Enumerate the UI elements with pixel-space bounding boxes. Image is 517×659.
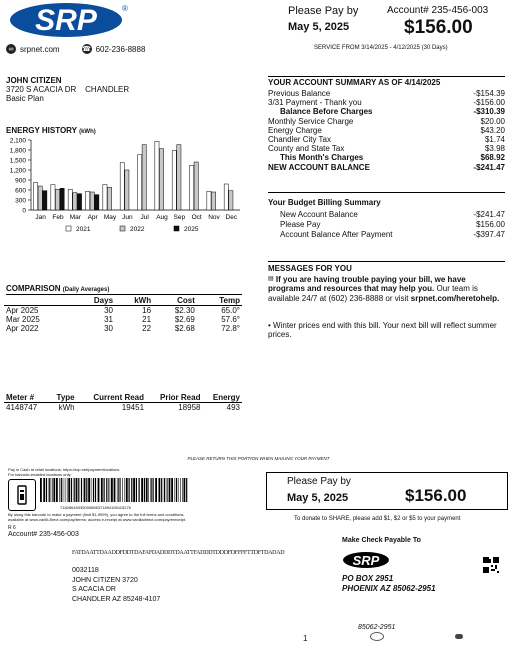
barcode-bar (153, 478, 154, 502)
qr-code-icon (483, 557, 499, 573)
meter-header-row (4, 393, 242, 403)
summary-line-value: -$154.39 (473, 89, 505, 98)
barcode-bar (98, 478, 100, 502)
budget-lines (268, 210, 505, 241)
barcode-bar (68, 478, 70, 502)
barcode-bar (159, 478, 161, 502)
comparison-rule (6, 294, 242, 295)
summary-lines (268, 89, 505, 172)
barcode-bar (118, 478, 119, 502)
meter-cell: 18958 (178, 403, 201, 412)
barcode-bar (122, 478, 123, 502)
message-1-bold: If you are having trouble paying your bill, we have programs and resources that may help you. (268, 275, 466, 294)
barcode-bar (171, 478, 173, 502)
meter-row (4, 403, 242, 413)
paycash-line-2: For barcode-enabled locations only: (8, 472, 72, 477)
barcode-bar (146, 478, 148, 502)
scan-mark (370, 632, 384, 641)
barcode-bar (91, 478, 92, 502)
link-icon: ∞ (6, 44, 16, 54)
summary-line-value: $1.74 (484, 135, 505, 145)
bar-2022-Apr (90, 192, 94, 210)
summary-line-value: $68.92 (480, 153, 505, 163)
contact-line (6, 44, 145, 54)
energy-history-unit: (kWh) (79, 129, 96, 135)
barcode-bar (129, 478, 130, 502)
please-pay-by-label: Please Pay by (288, 5, 359, 17)
comparison-row (4, 315, 242, 324)
barcode-bar (101, 478, 103, 502)
meter-col-header: Energy (212, 393, 240, 402)
budget-line (268, 230, 505, 240)
comparison-cell: 57.6° (221, 315, 240, 324)
account-number: 235-456-003 (431, 5, 489, 16)
message-1-text: Our team is available 24/7 at (602) 236-8888 or visit (268, 284, 478, 303)
legend-label-2025: 2025 (184, 226, 199, 233)
meter-col-header: Prior Read (160, 393, 201, 402)
barcode-bar (167, 478, 168, 502)
mailing-address (72, 566, 160, 604)
account-header (387, 5, 488, 16)
budget-line-label: Please Pay (280, 220, 321, 230)
x-tick-label: Dec (225, 214, 238, 221)
comparison-cell: Mar 2025 (6, 315, 40, 324)
bar-2022-Jun (125, 170, 129, 210)
bar-2022-Sep (177, 145, 181, 210)
remit-po: PO BOX 2951 (342, 574, 394, 583)
bar-2021-Nov (207, 191, 211, 210)
comparison-cell: Apr 2022 (6, 324, 39, 333)
bar-2022-Oct (194, 162, 198, 210)
comparison-col-header: Days (93, 296, 114, 305)
barcode-bar (84, 478, 86, 502)
barcode-bar (126, 478, 128, 502)
summary-line (268, 89, 505, 98)
x-tick-label: Nov (208, 214, 220, 221)
legend-swatch-2022 (120, 226, 125, 231)
comparison-cell: 16 (142, 306, 152, 315)
meter-cell: kWh (58, 403, 75, 412)
stub-please-pay-by-label: Please Pay by (287, 476, 351, 487)
barcode-bar (95, 478, 96, 502)
summary-line-value: $43.20 (480, 125, 505, 135)
srp-logo (6, 2, 126, 38)
bar-2025-Jan (43, 191, 47, 210)
bar-2021-Aug (155, 141, 159, 210)
barcode-bar (155, 478, 157, 502)
x-tick-label: Sep (173, 214, 186, 221)
comparison-row (4, 324, 242, 333)
bar-2022-May (107, 187, 111, 210)
comparison-cell: 31 (104, 315, 114, 324)
paycash-line-1: Pay in Cash at retail locations: https://srp.net/paymentlocations (8, 467, 120, 472)
y-tick-label: 1,800 (9, 147, 26, 155)
amount-due: $156.00 (404, 17, 473, 38)
comparison-cell: 72.8° (221, 324, 240, 333)
barcode-bar (175, 478, 176, 502)
comparison-cell: 30 (104, 324, 114, 333)
bar-2021-Mar (68, 189, 72, 210)
legend-swatch-2021 (66, 226, 71, 231)
bar-2021-Feb (51, 185, 55, 210)
barcode-bar (141, 478, 143, 502)
barcode-bar (74, 478, 75, 502)
bar-2025-Apr (95, 195, 99, 210)
comparison-subtitle: (Daily Averages) (62, 287, 110, 293)
barcode-bar (104, 478, 105, 502)
barcode-bar (125, 478, 126, 502)
budget-line (268, 210, 505, 220)
budget-line-value: -$397.47 (473, 230, 505, 240)
budget-line (268, 220, 505, 230)
bullet-icon: • (268, 321, 271, 330)
meter-table (4, 393, 242, 412)
summary-line-label: Previous Balance (268, 89, 331, 98)
summary-line (268, 98, 505, 107)
summary-line-value: $20.00 (480, 116, 505, 126)
summary-line-label: Monthly Service Charge (268, 116, 354, 126)
barcode-bar (61, 478, 62, 502)
barcode-bar (111, 478, 113, 502)
summary-line-value: $3.98 (484, 144, 505, 154)
barcode-bar (86, 478, 87, 502)
comparison-cell: Apr 2025 (6, 306, 39, 315)
barcode-bar (110, 478, 111, 502)
customer-city: CHANDLER (85, 85, 130, 94)
donate-note: To donate to SHARE, please add $1, $2 or $5 to your payment (294, 516, 461, 522)
remit-address (342, 574, 436, 594)
barcode-bar (169, 478, 171, 502)
barcode-bar (67, 478, 68, 502)
message-2 (268, 321, 504, 340)
barcode-bar (49, 478, 50, 502)
comparison-cell: 65.0° (221, 306, 240, 315)
barcode-bar (40, 478, 42, 502)
comparison-row (4, 306, 242, 316)
account-label: Account# (387, 5, 429, 16)
comparison-col-header: kWh (134, 296, 152, 305)
mailing-name: JOHN CITIZEN 3720 (72, 576, 138, 584)
y-tick-label: 1,200 (9, 167, 26, 175)
barcode-bar (43, 478, 45, 502)
summary-line (268, 117, 505, 126)
budget-line-label: Account Balance After Payment (280, 230, 393, 240)
energy-history-title (6, 126, 96, 135)
due-date: May 5, 2025 (288, 21, 350, 33)
barcode-bar (139, 478, 140, 502)
barcode-bar (144, 478, 145, 502)
x-tick-label: May (103, 214, 117, 221)
summary-line (268, 144, 505, 153)
logo-text: SRP (35, 4, 97, 37)
message-1-link[interactable]: srpnet.com/heretohelp. (410, 293, 500, 303)
summary-line-value: -$241.47 (473, 162, 505, 172)
barcode-bar (71, 478, 72, 502)
barcode-bar (136, 478, 137, 502)
legend-label-2021: 2021 (76, 226, 91, 233)
messages-title: MESSAGES FOR YOU (268, 264, 352, 273)
bar-2022-Jul (142, 145, 146, 210)
barcode-bar (151, 478, 152, 502)
comparison-col-header (4, 296, 73, 306)
mailing-city: CHANDLER AZ 85248-4107 (72, 595, 161, 603)
fine-print-1: By using this barcode to make a payment (limit $1-9999), you agree to the full terms and conditions, (8, 512, 185, 517)
comparison-heading: COMPARISON (6, 284, 61, 293)
y-tick-label: 1,500 (9, 157, 26, 165)
barcode-bar (133, 478, 135, 502)
energy-history-chart (6, 136, 242, 240)
y-tick-label: 300 (15, 197, 26, 205)
barcode-bar (120, 478, 121, 502)
summary-line (268, 135, 505, 144)
barcode-bar (106, 478, 107, 502)
r-code: R 6 (8, 525, 16, 531)
meter-cell: 19451 (121, 403, 145, 412)
summary-line (268, 163, 505, 172)
summary-line-label: Energy Charge (268, 125, 322, 135)
x-tick-label: Jan (35, 214, 46, 221)
comparison-cell: $2.30 (174, 306, 195, 315)
x-tick-label: Apr (87, 214, 98, 221)
y-tick-label: 0 (22, 207, 26, 215)
barcode-bar (52, 478, 53, 502)
comparison-cell: 22 (142, 324, 152, 333)
comparison-cell: 21 (142, 315, 152, 324)
meter-cell: 493 (226, 403, 240, 412)
barcode-bar (88, 478, 90, 502)
summary-line-value: -$156.00 (473, 98, 505, 108)
summary-line (268, 126, 505, 135)
barcode-bar (81, 478, 82, 502)
comparison-col-header: Temp (219, 296, 240, 305)
barcode-bar (186, 478, 187, 502)
bar-2021-Jan (34, 183, 38, 210)
barcode-bar (56, 478, 58, 502)
barcode-bar (184, 478, 186, 502)
barcode-bar (161, 478, 162, 502)
stub-due-date: May 5, 2025 (287, 492, 349, 504)
stub-account-line: Account# 235-456-003 (8, 531, 79, 538)
bar-2025-Feb (60, 188, 64, 210)
barcode-bar (164, 478, 165, 502)
energy-history-heading: ENERGY HISTORY (6, 126, 77, 135)
barcode-bar (63, 478, 64, 502)
barcode-bar (166, 478, 167, 502)
barcode-scan-icon (8, 479, 36, 511)
barcode-bar (178, 478, 179, 502)
budget-line-label: New Account Balance (280, 210, 358, 219)
x-tick-label: Mar (69, 214, 81, 221)
service-period: SERVICE FROM 3/14/2025 - 4/12/2025 (30 Days) (314, 45, 448, 51)
barcode-bar (117, 478, 118, 502)
comparison-cell: 30 (104, 306, 114, 315)
comparison-cell: $2.69 (174, 315, 195, 324)
bar-2021-May (103, 185, 107, 210)
x-tick-label: Oct (191, 214, 202, 221)
bar-2022-Jan (38, 186, 42, 210)
bar-2021-Dec (224, 184, 228, 210)
customer-name: JOHN CITIZEN (6, 76, 62, 85)
bar-2022-Aug (159, 149, 163, 210)
customer-address: 3720 S ACACIA DR (6, 85, 77, 94)
budget-rule (268, 192, 505, 193)
x-tick-label: Jun (122, 214, 133, 221)
remit-city: PHOENIX AZ 85062-2951 (342, 584, 436, 593)
meter-cell: 4148747 (6, 403, 38, 412)
barcode-bar (114, 478, 116, 502)
customer-plan: Basic Plan (6, 94, 44, 103)
comparison-title (6, 284, 109, 293)
stub-amount-due: $156.00 (405, 486, 467, 505)
summary-top-rule (268, 76, 505, 77)
message-1 (268, 275, 504, 303)
summary-line (268, 153, 505, 162)
comparison-cell: $2.68 (174, 324, 195, 333)
remit-logo (342, 551, 392, 569)
meter-col-header: Type (56, 393, 75, 402)
bar-2021-Jun (120, 163, 124, 210)
summary-line-value: -$310.39 (473, 107, 505, 117)
bar-2022-Mar (73, 193, 77, 210)
info-icon: ▤ (268, 276, 274, 282)
summary-title: YOUR ACCOUNT SUMMARY AS OF 4/14/2025 (268, 78, 441, 87)
barcode-bar (108, 478, 109, 502)
barcode-bar (148, 478, 149, 502)
x-tick-label: Aug (156, 214, 168, 221)
meter-col-header: Meter # (6, 393, 35, 402)
comparison-col-header: Cost (177, 296, 195, 305)
barcode-bar (59, 478, 60, 502)
remit-logo-text: SRP (352, 553, 380, 568)
imb-code: FATDAATTDAADDFDDTDAFAFDADDDTDAATTFADDDTDDDFDFFFFTTDFTDADAD (72, 550, 285, 556)
return-notice: PLEASE RETURN THIS PORTION WHEN MAILING YOUR PAYMENT (187, 456, 330, 461)
x-tick-label: Jul (140, 214, 149, 221)
comparison-table (4, 296, 242, 333)
budget-line-value: $156.00 (476, 220, 505, 230)
summary-line-label: Balance Before Charges (280, 107, 373, 117)
mailing-street: S ACACIA DR (72, 586, 116, 593)
bar-2021-Apr (86, 191, 90, 210)
message-2-text: Winter prices end with this bill. Your next bill will reflect summer prices. (268, 321, 497, 340)
bar-2022-Feb (55, 189, 59, 210)
y-tick-label: 2,100 (9, 137, 26, 145)
barcode-bar (76, 478, 78, 502)
barcode-bar (180, 478, 181, 502)
budget-line-value: -$241.47 (473, 210, 505, 219)
bar-2022-Dec (229, 191, 233, 210)
barcode-bar (51, 478, 52, 502)
meter-col-header: Current Read (93, 393, 145, 402)
barcode-bar (46, 478, 47, 502)
scan-mark-2 (455, 634, 463, 639)
customer-block (6, 76, 129, 103)
barcode-bar (176, 478, 177, 502)
summary-line-label: This Month's Charges (280, 153, 364, 163)
bar-2021-Sep (172, 151, 176, 210)
scan-line-zip: 85062-2951 (358, 624, 396, 631)
bar-2025-Mar (77, 194, 81, 210)
svg-text:®: ® (122, 4, 128, 13)
summary-line-label: Chandler City Tax (268, 135, 331, 145)
messages-rule (268, 261, 505, 262)
payment-barcode (40, 478, 190, 506)
summary-line-label: NEW ACCOUNT BALANCE (268, 162, 370, 172)
x-tick-label: Feb (52, 214, 64, 221)
bar-2021-Jul (138, 155, 142, 210)
barcode-bar (53, 478, 55, 502)
phone-icon: ☎ (82, 46, 91, 53)
fine-print-2: available at www.vanillادirect.com/pay/terms; access e-receipt at www.vanilladirect.com/pay/ereceipt. (8, 517, 187, 522)
summary-line-label: County and State Tax (268, 144, 345, 154)
y-tick-label: 600 (15, 187, 26, 195)
budget-title: Your Budget Billing Summary (268, 198, 381, 207)
bottom-mark: 1 (303, 634, 308, 643)
legend-label-2022: 2022 (130, 226, 145, 233)
comparison-header-row (4, 296, 242, 306)
y-tick-label: 900 (15, 177, 26, 185)
summary-line (268, 107, 505, 116)
barcode-bar (78, 478, 79, 502)
bar-2022-Nov (211, 192, 215, 210)
barcode-number: 71828645335000856371894155115276 (60, 505, 131, 510)
barcode-bar (93, 478, 94, 502)
barcode-bar (131, 478, 132, 502)
phone-number: 602-236-8888 (95, 44, 146, 54)
stub-pay-box (266, 472, 508, 510)
website-link[interactable]: srpnet.com (20, 44, 60, 54)
bar-2021-Oct (190, 165, 194, 210)
barcode-bar (65, 478, 66, 502)
make-check-label: Make Check Payable To (342, 537, 421, 544)
summary-line-label: 3/31 Payment - Thank you (268, 98, 362, 108)
legend-swatch-2025 (174, 226, 179, 231)
barcode-bar (182, 478, 183, 502)
mailing-id: 0032118 (72, 567, 99, 574)
